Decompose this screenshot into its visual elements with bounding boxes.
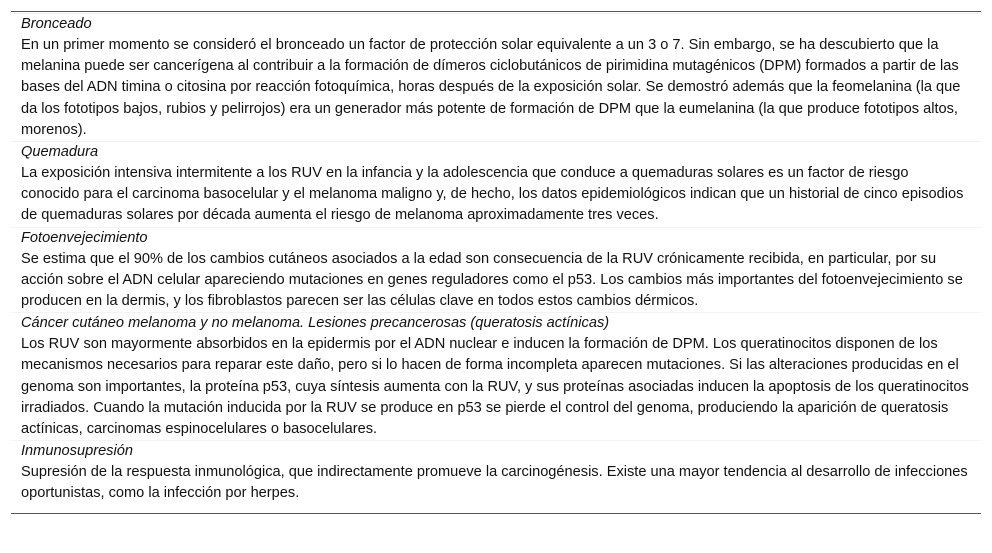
section-text-inmunosupresion: Supresión de la respuesta inmunológica, que indirectamente promueve la carcinogénesis. Existe una mayor tendencia al desarrollo de infecciones oportunistas, como la infección por herpes.	[21, 464, 968, 502]
effects-table	[11, 11, 981, 514]
section-heading-cancer-cutaneo: Cáncer cutáneo melanoma y no melanoma. Lesiones precancerosas (queratosis actínicas)	[11, 312, 981, 334]
section-heading-inmunosupresion: Inmunosupresión	[11, 440, 981, 462]
section-text-bronceado: En un primer momento se consideró el bronceado un factor de protección solar equivalente a un 3 o 7. Sin embargo, se ha descubierto que la melanina puede ser cancerígena al contribuir a la formación de dímeros ciclobutánicos de pirimidina mutagénicos (DPM) formados a partir de las bases del ADN timina o citosina por reacción fotoquímica, horas después de la exposición solar. Se demostró además que la feomelanina (la que da los fototipos bajos, rubios y pelirrojos) era un generador más potente de formación de DPM que la eumelanina (la que produce fototipos altos, morenos).	[21, 37, 961, 138]
section-heading-quemadura: Quemadura	[11, 141, 981, 163]
table-bottom-padding	[11, 505, 981, 513]
section-text-cancer-cutaneo: Los RUV son mayormente absorbidos en la epidermis por el ADN nuclear e inducen la formación de DPM. Los queratinocitos disponen de los mecanismos necesarios para reparar este daño, pero si lo hacen de forma incompleta aparecen mutaciones. Si las alteraciones producidas en el genoma son importantes, la proteína p53, cuya síntesis aumenta con la RUV, y sus proteínas asociadas inducen la apoptosis de los queratinocitos irradiados. Cuando la mutación inducida por la RUV se produce en p53 se pierde el control del genoma, produciendo la aparición de queratosis actínicas, carcinomas espinocelulares o basocelulares.	[21, 336, 969, 438]
section-text-quemadura: La exposición intensiva intermitente a los RUV en la infancia y la adolescencia que conduce a quemaduras solares es un factor de riesgo conocido para el carcinoma basocelular y el melanoma maligno y, de hecho, los datos epidemiológicos indican que un historial de cinco episodios de quemaduras solares por década aumenta el riesgo de melanoma aproximadamente tres veces.	[21, 165, 964, 224]
section-heading-fotoenvejecimiento: Fotoenvejecimiento	[11, 227, 981, 249]
section-text-fotoenvejecimiento: Se estima que el 90% de los cambios cutáneos asociados a la edad son consecuencia de la RUV crónicamente recibida, en particular, por su acción sobre el ADN celular apareciendo mutaciones en genes reguladores como el p53. Los cambios más importantes del fotoenvejecimiento se producen en la dermis, y los fibroblastos parecen ser las células clave en todos estos cambios dérmicos.	[21, 250, 963, 310]
section-heading-bronceado: Bronceado	[11, 13, 981, 35]
